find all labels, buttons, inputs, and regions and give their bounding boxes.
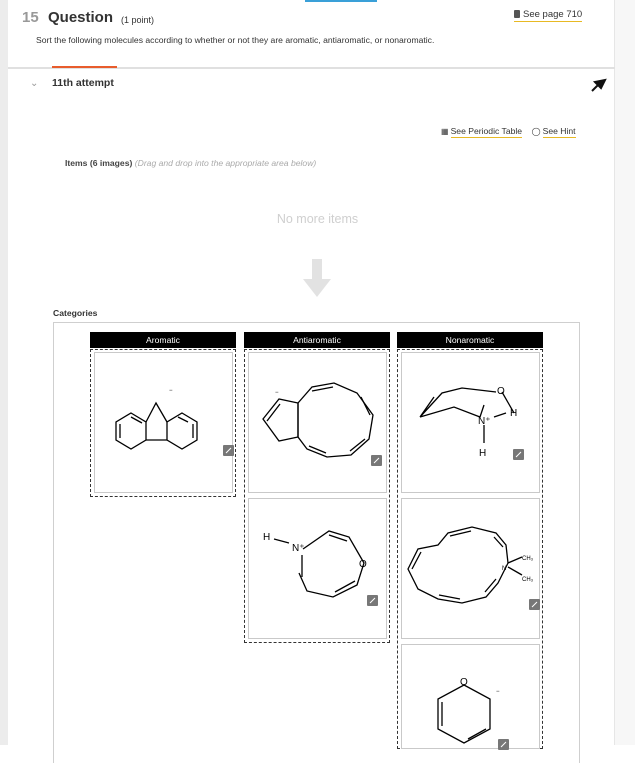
oxygen-atom: O: [460, 677, 468, 688]
macrocycle-ammonium-structure: [402, 499, 541, 640]
items-heading: [65, 158, 316, 168]
pyran-anion-structure: [402, 645, 541, 750]
right-gutter: [614, 0, 635, 745]
anion-charge: −: [275, 390, 279, 396]
molecule-card-fluorenyl-anion[interactable]: [94, 352, 233, 493]
methyl-label: CH₃: [522, 577, 534, 583]
periodic-table-label: See Periodic Table: [450, 126, 523, 136]
oxygen-atom: O: [497, 386, 505, 397]
expand-icon[interactable]: [513, 449, 524, 460]
expand-icon[interactable]: [223, 445, 234, 456]
tools-bar: [441, 126, 576, 136]
molecule-card-macrocycle-ammonium[interactable]: [401, 498, 540, 639]
molecule-card-oxazepinium[interactable]: [248, 498, 387, 639]
expand-icon[interactable]: [367, 595, 378, 606]
column-header-nonaromatic: Nonaromatic: [397, 332, 543, 348]
periodic-table-link[interactable]: [441, 126, 522, 136]
anion-charge: −: [496, 689, 500, 695]
fluorenyl-anion-structure: [95, 353, 234, 494]
molecule-card-oxazine[interactable]: [401, 352, 540, 493]
nitrogen-cation: N: [502, 566, 507, 572]
items-count: Items (6 images): [65, 158, 133, 168]
hydrogen-atom: H: [510, 408, 518, 419]
attempt-label[interactable]: 11th attempt: [52, 77, 114, 89]
cyclopentacyclooctene-structure: [249, 353, 388, 494]
attempt-tab-indicator: [52, 66, 117, 68]
hint-label: See Hint: [542, 126, 576, 136]
molecule-card-pyran-anion[interactable]: [401, 644, 540, 749]
items-instruction: (Drag and drop into the appropriate area below): [134, 158, 317, 168]
chevron-down-icon[interactable]: ⌄: [30, 78, 39, 89]
expand-icon[interactable]: [371, 455, 382, 466]
arrow-down-icon: [303, 259, 331, 297]
methyl-label: CH₃: [522, 556, 534, 562]
items-empty-message: No more items: [276, 212, 359, 226]
hint-link[interactable]: [532, 126, 576, 136]
column-header-aromatic: Aromatic: [90, 332, 236, 348]
nitrogen-cation: N⁺: [478, 416, 491, 427]
question-prompt: Sort the following molecules according to whether or not they are aromatic, antiaromatic, or nonaromatic.: [36, 35, 435, 45]
oxazine-structure: [402, 353, 541, 494]
question-title: Question: [48, 9, 114, 26]
lightbulb-icon: ◯: [531, 127, 541, 136]
anion-charge: −: [169, 388, 173, 394]
question-points: (1 point): [121, 15, 155, 25]
hydrogen-atom: H: [479, 448, 487, 459]
see-page-link[interactable]: [514, 9, 582, 22]
categories-heading: Categories: [53, 308, 98, 318]
left-gutter: [0, 0, 8, 745]
column-header-antiaromatic: Antiaromatic: [244, 332, 390, 348]
question-number: 15: [22, 9, 39, 26]
expand-icon[interactable]: [529, 599, 540, 610]
pin-icon[interactable]: [588, 75, 608, 95]
see-page-label: See page 710: [523, 9, 583, 20]
periodic-table-icon: ▦: [441, 127, 449, 136]
nitrogen-cation: N⁺: [292, 543, 305, 554]
oxazepinium-structure: [249, 499, 388, 640]
book-icon: [514, 10, 520, 18]
hydrogen-atom: H: [263, 532, 271, 543]
oxygen-atom: O: [359, 559, 367, 570]
top-accent-bar: [305, 0, 377, 2]
molecule-card-cyclopentacyclooctene[interactable]: [248, 352, 387, 493]
